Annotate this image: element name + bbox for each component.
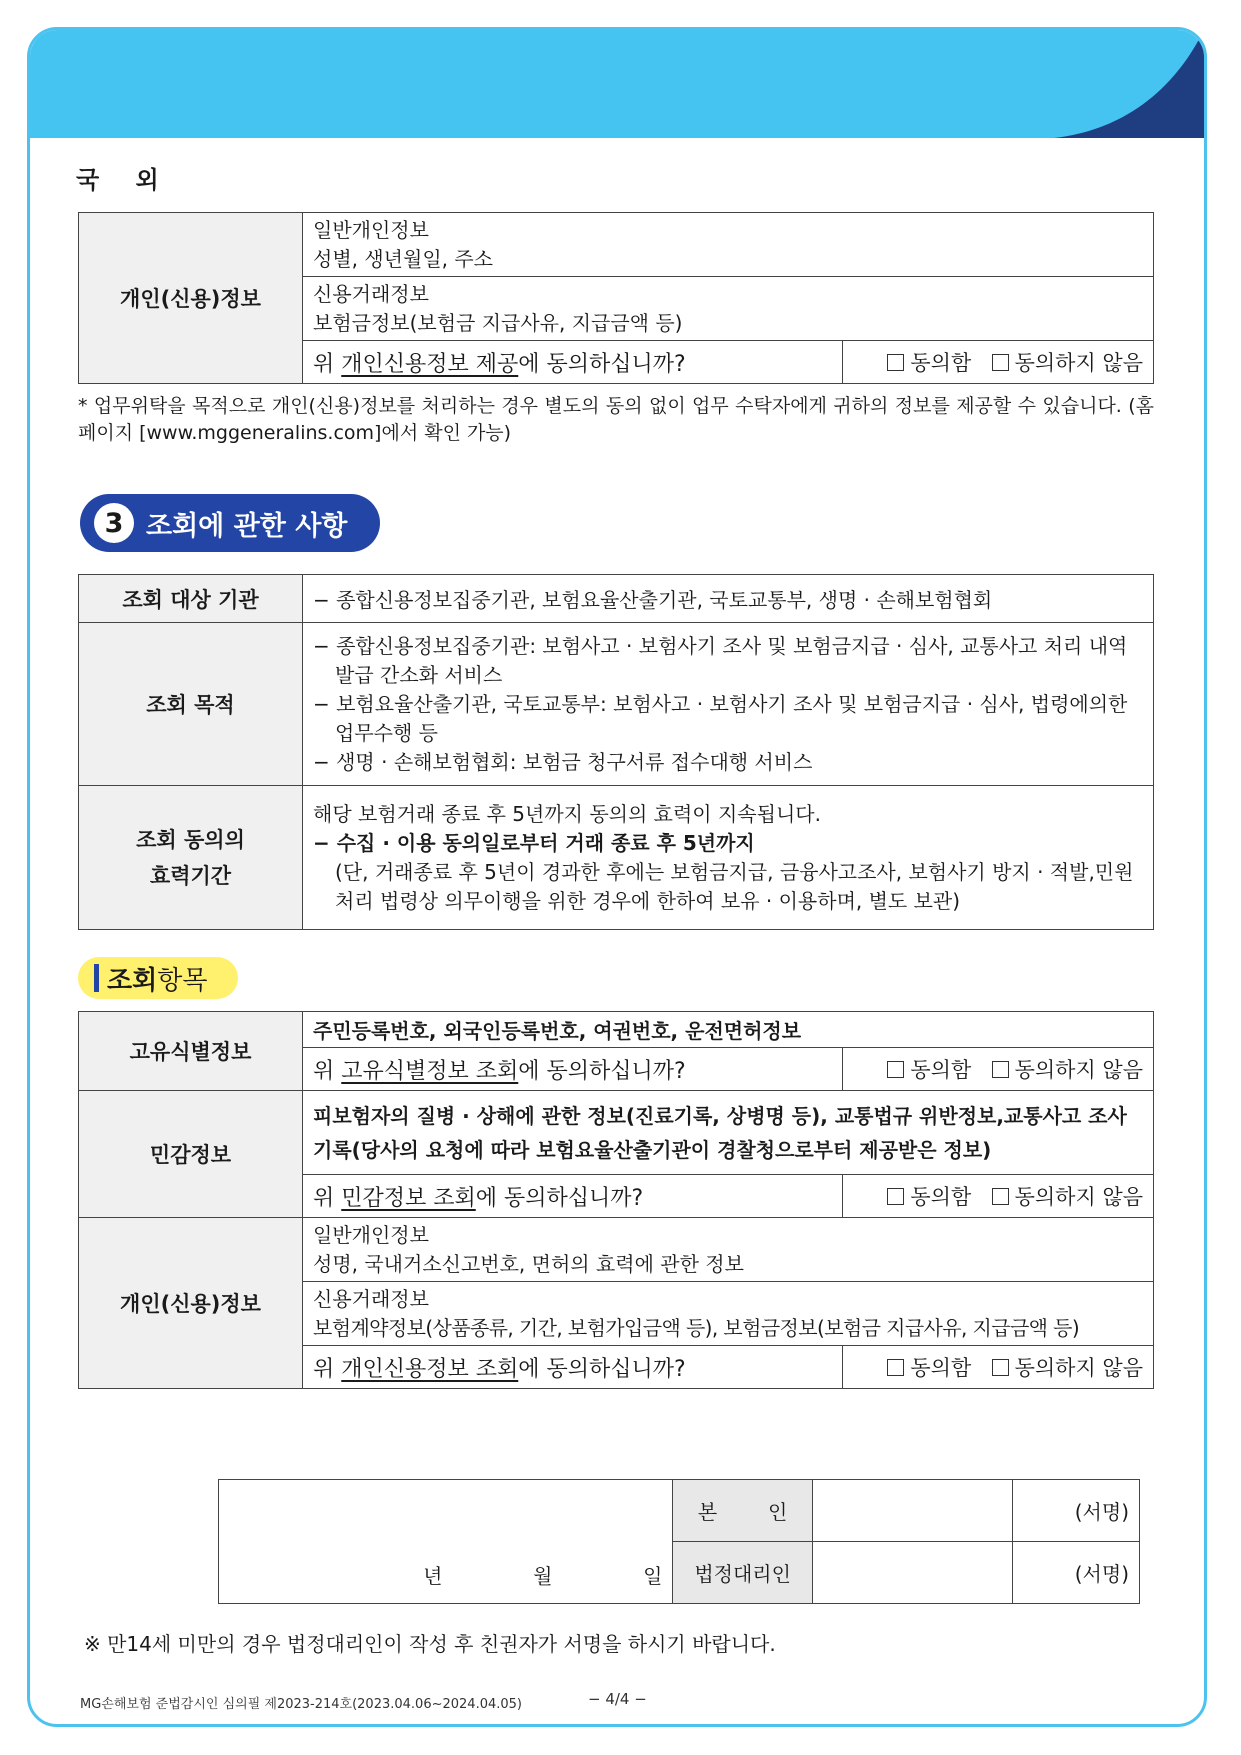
- header-banner: [30, 30, 1204, 138]
- period-line-detail: (단, 거래종료 후 5년이 경과한 후에는 보험금지급, 금융사고조사, 보험사기 방지 · 적발,민원처리 법령상 의무이행을 위한 경우에 한하여 보유 · 이용하며, 별도 보관): [335, 859, 1134, 913]
- rep-label: 법정대리인: [673, 1542, 812, 1604]
- disagree-checkbox[interactable]: 동의하지 않음: [992, 1352, 1143, 1382]
- overseas-general-cell: [303, 213, 1154, 277]
- agree-checkbox[interactable]: 동의함: [887, 1181, 971, 1211]
- self-sign-mark: (서명): [1013, 1480, 1140, 1542]
- outsourcing-note: * 업무위탁을 목적으로 개인(신용)정보를 처리하는 경우 별도의 동의 없이 업무 수탁자에게 귀하의 정보를 제공할 수 있습니다. (홈페이지 [www.mggeneralins.com]에서 확인 가능): [78, 395, 1154, 444]
- disagree-checkbox[interactable]: 동의하지 않음: [992, 1054, 1143, 1084]
- section3-header: [80, 494, 380, 552]
- sensitive-choices: [843, 1175, 1154, 1218]
- section-title: 조회에 관한 사항: [146, 510, 348, 542]
- sensitive-question: 위 민감정보 조회에 동의하십니까?: [303, 1175, 843, 1218]
- inquiry-purpose-cell: [303, 623, 1154, 786]
- period-line-bold: − 수집 · 이용 동의일로부터 거래 종료 후 5년까지: [313, 830, 755, 855]
- sensitive-value: 피보험자의 질병 · 상해에 관한 정보(진료기록, 상병명 등), 교통법규 위반정보,교통사고 조사기록(당사의 요청에 따라 보험요율산출기관이 경찰청으로부터 제공받은 정보): [303, 1091, 1154, 1175]
- credit-info-items: 보험금정보(보험금 지급사유, 지급금액 등): [313, 310, 683, 335]
- unique-id-question: 위 고유식별정보 조회에 동의하십니까?: [303, 1048, 843, 1091]
- rep-sign-mark: (서명): [1013, 1542, 1140, 1604]
- label-bar: [94, 964, 99, 992]
- page-number: − 4/4 −: [588, 1690, 647, 1708]
- self-label: 본 인: [673, 1480, 812, 1542]
- day-label: 일: [643, 1564, 663, 1588]
- self-sign-field[interactable]: [812, 1480, 1013, 1542]
- overseas-consent-table: [78, 212, 1154, 384]
- purpose-item: − 보험요율산출기관, 국토교통부: 보험사고 · 보험사기 조사 및 보험금지급 · 심사, 법령에의한 업무수행 등: [313, 691, 1128, 745]
- rep-sign-field[interactable]: [812, 1542, 1013, 1604]
- approval-number: MG손해보험 준법감시인 심의필 제2023-214호(2023.04.06~2024.04.05): [80, 1697, 522, 1712]
- credit-question: 위 개인신용정보 조회에 동의하십니까?: [303, 1346, 843, 1389]
- overseas-question: 위 개인신용정보 제공에 동의하십니까?: [303, 341, 843, 384]
- signature-table: [218, 1479, 1140, 1604]
- minor-note: ※ 만14세 미만의 경우 법정대리인이 작성 후 친권자가 서명을 하시기 바랍니다.: [84, 1632, 776, 1656]
- inquiry-table: [78, 574, 1154, 930]
- credit-head: 개인(신용)정보: [79, 1218, 303, 1389]
- unique-id-value: 주민등록번호, 외국인등록번호, 여권번호, 운전면허정보: [303, 1012, 1154, 1048]
- inquiry-period-cell: [303, 786, 1154, 930]
- agree-checkbox[interactable]: 동의함: [887, 347, 971, 377]
- credit-info-title: 신용거래정보: [313, 281, 429, 306]
- inquiry-org-value: − 종합신용정보집중기관, 보험요율산출기관, 국토교통부, 생명 · 손해보험협회: [303, 575, 1154, 623]
- purpose-item: − 생명 · 손해보험협회: 보험금 청구서류 접수대행 서비스: [313, 749, 813, 774]
- inquiry-items-table: [78, 1011, 1154, 1389]
- inquiry-items-label: 조회 항목: [78, 957, 238, 999]
- general-info-items: 성별, 생년월일, 주소: [313, 246, 493, 271]
- section-number: 3: [94, 503, 134, 543]
- agree-checkbox[interactable]: 동의함: [887, 1352, 971, 1382]
- overseas-credit-cell: [303, 277, 1154, 341]
- banner-wave-decoration: [1034, 30, 1204, 138]
- section-overseas-title: 국 외: [76, 166, 173, 194]
- unique-id-head: 고유식별정보: [79, 1012, 303, 1091]
- credit-trade-cell: 신용거래정보 보험계약정보(상품종류, 기간, 보험가입금액 등), 보험금정보(보험금 지급사유, 지급금액 등): [303, 1282, 1154, 1346]
- agree-checkbox[interactable]: 동의함: [887, 1054, 971, 1084]
- inquiry-period-head: 조회 동의의 효력기간: [79, 786, 303, 930]
- purpose-item: − 종합신용정보집중기관: 보험사고 · 보험사기 조사 및 보험금지급 · 심사, 교통사고 처리 내역 발급 간소화 서비스: [313, 633, 1128, 687]
- unique-id-choices: [843, 1048, 1154, 1091]
- disagree-checkbox[interactable]: 동의하지 않음: [992, 347, 1143, 377]
- period-line: 해당 보험거래 종료 후 5년까지 동의의 효력이 지속됩니다.: [313, 801, 821, 826]
- overseas-consent-choices: [843, 341, 1154, 384]
- year-label: 년: [423, 1564, 443, 1588]
- sensitive-head: 민감정보: [79, 1091, 303, 1218]
- inquiry-purpose-head: 조회 목적: [79, 623, 303, 786]
- inquiry-org-head: 조회 대상 기관: [79, 575, 303, 623]
- credit-choices: [843, 1346, 1154, 1389]
- date-cell: [219, 1480, 673, 1604]
- month-label: 월: [533, 1564, 553, 1588]
- general-info-title: 일반개인정보: [313, 217, 429, 242]
- disagree-checkbox[interactable]: 동의하지 않음: [992, 1181, 1143, 1211]
- credit-general-cell: 일반개인정보 성명, 국내거소신고번호, 면허의 효력에 관한 정보: [303, 1218, 1154, 1282]
- overseas-row-head: 개인(신용)정보: [79, 213, 303, 384]
